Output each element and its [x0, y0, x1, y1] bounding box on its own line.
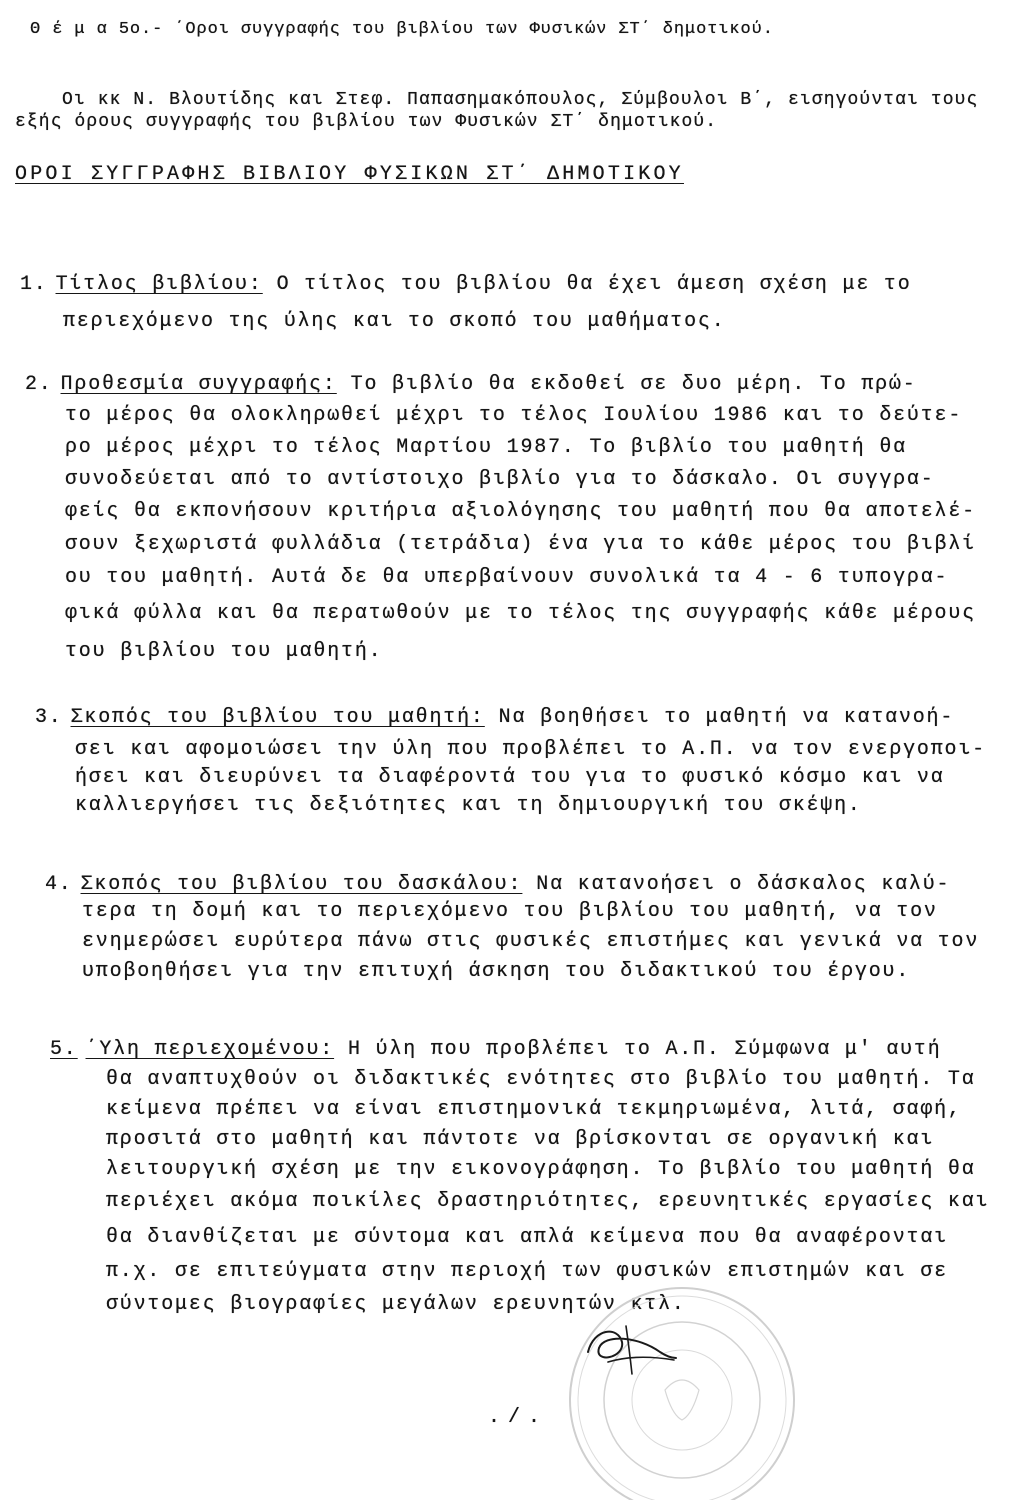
item-3-first-line — [35, 706, 954, 730]
section-heading: ΟΡΟΙ ΣΥΓΓΡΑΦΗΣ ΒΙΒΛΙΟΥ ΦΥΣΙΚΩΝ ΣΤ΄ ΔΗΜΟΤΙΚΟΥ — [15, 163, 684, 186]
item-2-number: 2. — [25, 373, 53, 396]
item-2-line: φείς θα εκπονήσουν κριτήρια αξιολόγησης του μαθητή που θα αποτελέ- — [65, 500, 976, 523]
item-4-label: Σκοπός του βιβλίου του δασκάλου: — [80, 873, 523, 896]
signature-stroke-underline — [608, 1357, 674, 1362]
intro-line-1: Οι κκ Ν. Βλουτίδης και Στεφ. Παπασημακόπουλος, Σύμβουλοι Β΄, εισηγούνται τους — [62, 90, 979, 110]
item-3-line: ήσει και διευρύνει τα διαφέροντά του για το φυσικό κόσμο και να — [75, 766, 945, 789]
signature-stroke-main — [588, 1332, 676, 1358]
item-2-text: Το βιβλίο θα εκδοθεί σε δυο μέρη. Το πρώ- — [350, 373, 917, 396]
item-1-line: περιεχόμενο της ύλης και το σκοπό του μαθήματος. — [63, 310, 726, 333]
item-4-line: τερα τη δομή και το περιεχόμενο του βιβλίου του μαθητή, να τον — [82, 900, 938, 923]
item-5-line: θα αναπτυχθούν οι διδακτικές ενότητες στο βιβλίο του μαθητή. Τα — [106, 1068, 976, 1091]
item-5-number: 5. — [50, 1038, 78, 1061]
item-2-line: ρο μέρος μέχρι το τέλος Μαρτίου 1987. Το βιβλίο του μαθητή θα — [65, 436, 907, 459]
item-5-line: κείμενα πρέπει να είναι επιστημονικά τεκμηριωμένα, λιτά, σαφή, — [106, 1098, 962, 1121]
page-continuation-mark: ./. — [488, 1406, 549, 1429]
item-5-first-line — [50, 1038, 942, 1062]
item-3-line: καλλιεργήσει τις δεξιότητες και τη δημιουργική του σκέψη. — [75, 794, 862, 817]
topic-title: Θ έ μ α 5ο.- ΄Οροι συγγραφής του βιβλίου των Φυσικών ΣΤ΄ δημοτικού. — [30, 20, 774, 39]
item-5-line: λειτουργική σχέση με την εικονογράφηση. Το βιβλίο του μαθητή θα — [106, 1158, 976, 1181]
item-5-line: περιέχει ακόμα ποικίλες δραστηριότητες, ερευνητικές εργασίες και — [106, 1190, 990, 1213]
item-2-label: Προθεσμία συγγραφής: — [60, 373, 337, 396]
item-1-label: Τίτλος βιβλίου: — [55, 273, 263, 296]
item-5-label: ΄Υλη περιεχομένου: — [85, 1038, 335, 1061]
item-3-line: σει και αφομοιώσει την ύλη που προβλέπει το Α.Π. να τον ενεργοποι- — [75, 738, 986, 761]
item-1-first-line — [20, 273, 912, 297]
item-4-first-line — [45, 873, 950, 897]
item-3-label: Σκοπός του βιβλίου του μαθητή: — [70, 706, 485, 729]
item-5-text: Η ύλη που προβλέπει το Α.Π. Σύμφωνα μ' αυτή — [348, 1038, 942, 1061]
item-1-number: 1. — [20, 273, 48, 296]
item-4-number: 4. — [45, 873, 73, 896]
item-2-first-line — [25, 373, 917, 397]
intro-line-2: εξής όρους συγγραφής του βιβλίου των Φυσικών ΣΤ΄ δημοτικού. — [15, 112, 718, 132]
item-2-line: το μέρος θα ολοκληρωθεί μέχρι το τέλος Ιουλίου 1986 και το δεύτε- — [65, 404, 963, 427]
signature-stroke-vertical — [626, 1326, 632, 1374]
item-4-text: Να κατανοήσει ο δάσκαλος καλύ- — [536, 873, 951, 896]
item-4-line: ενημερώσει ευρύτερα πάνω στις φυσικές επιστήμες και γενικά να τον — [82, 930, 980, 953]
signature — [580, 1318, 680, 1382]
item-5-line: π.χ. σε επιτεύγματα στην περιοχή των φυσικών επιστημών και σε — [106, 1260, 948, 1283]
item-3-number: 3. — [35, 706, 63, 729]
item-2-line: ου του μαθητή. Αυτά δε θα υπερβαίνουν συνολικά τα 4 - 6 τυπογρα- — [65, 566, 949, 589]
item-2-line: συνοδεύεται από το αντίστοιχο βιβλίο για το δάσκαλο. Οι συγγρα- — [65, 468, 935, 491]
item-3-text: Να βοηθήσει το μαθητή να κατανοή- — [498, 706, 955, 729]
item-5-line: σύντομες βιογραφίες μεγάλων ερευνητών κτλ. — [106, 1293, 686, 1316]
item-2-line: του βιβλίου του μαθητή. — [65, 640, 383, 663]
official-seal — [560, 1275, 805, 1500]
item-2-line: σουν ξεχωριστά φυλλάδια (τετράδια) ένα για το κάθε μέρος του βιβλί — [65, 533, 976, 556]
item-1-text: Ο τίτλος του βιβλίου θα έχει άμεση σχέση με το — [276, 273, 912, 296]
item-4-line: υποβοηθήσει για την επιτυχή άσκηση του διδακτικού του έργου. — [82, 960, 911, 983]
item-5-line: προσιτά στο μαθητή και πάντοτε να βρίσκονται σε οργανική και — [106, 1128, 935, 1151]
seal-emblem — [665, 1380, 699, 1420]
item-2-line: φικά φύλλα και θα περατωθούν με το τέλος της συγγραφής κάθε μέρους — [65, 602, 976, 625]
item-5-line: θα διανθίζεται με σύντομα και απλά κείμενα που θα αναφέρονται — [106, 1226, 948, 1249]
